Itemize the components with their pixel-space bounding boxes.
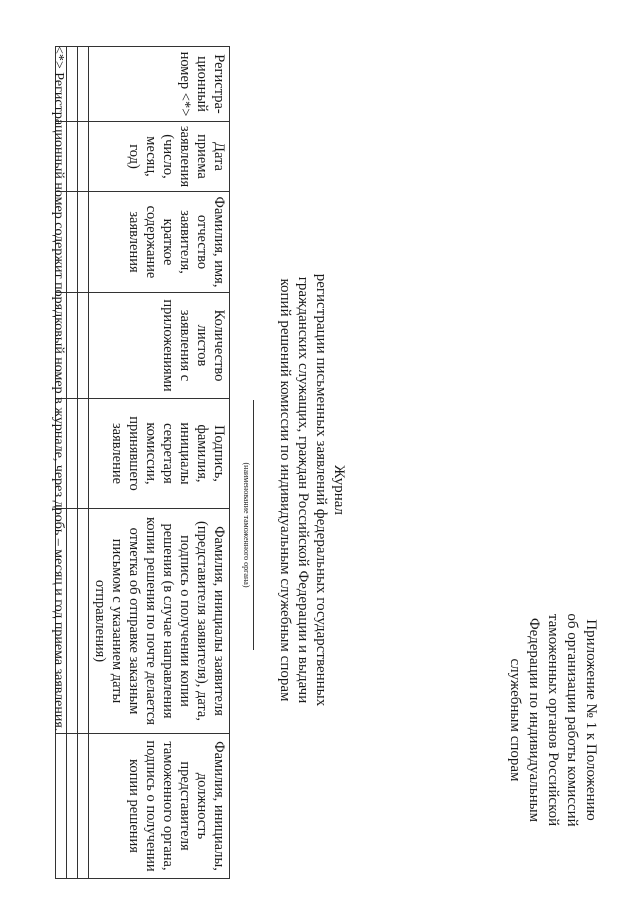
col-reg-number: Регистра-ционный номер <*> bbox=[89, 47, 230, 122]
table-cell bbox=[78, 399, 89, 509]
table-cell bbox=[78, 47, 89, 122]
appendix-line: служебным спорам bbox=[507, 658, 523, 782]
table-cell bbox=[67, 122, 78, 192]
table-cell bbox=[78, 122, 89, 192]
org-name-blank-line bbox=[253, 400, 254, 650]
col-secretary-signature: Подпись, фамилия, инициалы секретаря комиссии, принявшего заявление bbox=[89, 399, 230, 509]
appendix-line: об организации работы комиссий bbox=[564, 613, 580, 827]
col-date-received: Дата приема заявления (число, месяц, год) bbox=[89, 122, 230, 192]
table-cell bbox=[67, 192, 78, 293]
table-cell bbox=[67, 47, 78, 122]
journal-table bbox=[55, 46, 230, 879]
journal-title-line: копий решений комиссии по индивидуальным служебным спорам bbox=[277, 278, 293, 702]
appendix-line: таможенных органов Российской bbox=[545, 613, 561, 827]
table-cell bbox=[67, 509, 78, 734]
col-applicant-summary: Фамилия, имя, отчество заявителя, краткое содержание заявления bbox=[89, 192, 230, 293]
appendix-note bbox=[505, 565, 600, 875]
journal-title bbox=[276, 190, 348, 790]
col-customs-representative: Фамилия, инициалы, должность представителя таможенного органа, подпись о получении копии решения bbox=[89, 734, 230, 879]
table-cell bbox=[78, 192, 89, 293]
table-cell bbox=[78, 734, 89, 879]
table-header-row bbox=[89, 47, 230, 879]
table-cell bbox=[67, 293, 78, 399]
rotated-sheet bbox=[40, 40, 600, 885]
appendix-line: Приложение № 1 к Положению bbox=[583, 619, 599, 821]
table-row bbox=[67, 47, 78, 879]
appendix-line: Федерации по индивидуальным bbox=[526, 617, 542, 823]
table-cell bbox=[67, 734, 78, 879]
footnote: <*> Регистрационный номер содержит порядковый номер в журнале, через дробь – месяц и год приема заявления. bbox=[51, 46, 66, 732]
journal-title-line: регистрации письменных заявлений федеральных государственных bbox=[313, 273, 329, 707]
col-sheet-count: Количество листов заявления с приложениями bbox=[89, 293, 230, 399]
org-name-caption: (наименование таможенного органа) bbox=[242, 462, 251, 588]
table-row bbox=[78, 47, 89, 879]
table-cell bbox=[67, 399, 78, 509]
journal-heading: Журнал bbox=[331, 464, 347, 515]
table-cell bbox=[78, 509, 89, 734]
col-applicant-receipt: Фамилия, инициалы заявителя (представителя заявителя), дата, подпись о получении копии решения (в случае направления копии решения по почте делается отметка об отправке заказным письмом с указанием даты отправления) bbox=[89, 509, 230, 734]
table-cell bbox=[78, 293, 89, 399]
journal-title-line: гражданских служащих, граждан Российской Федерации и выдачи bbox=[295, 276, 311, 704]
